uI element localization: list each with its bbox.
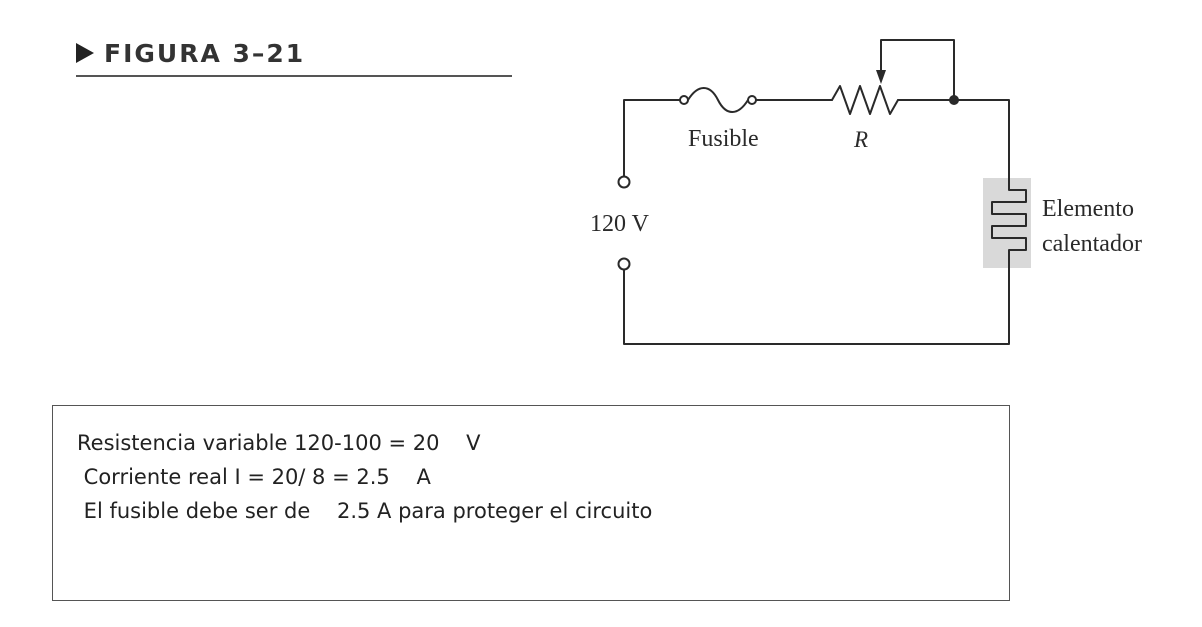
source-voltage-label: 120 V <box>590 211 649 237</box>
wire-resistor-to-junction <box>898 100 1009 182</box>
fuse-label: Fusible <box>688 126 759 152</box>
answer-line-fuse: El fusible debe ser de 2.5 A para proteger el circuito <box>77 499 653 523</box>
wire-bottom <box>624 252 1009 344</box>
figure-title: FIGURA 3–21 <box>104 38 306 68</box>
wiper-arrow-icon <box>876 70 886 84</box>
wire-left-top <box>624 100 681 176</box>
heater-label-line1: Elemento <box>1042 196 1134 222</box>
variable-resistor <box>832 86 898 114</box>
heater-label-line2: calentador <box>1042 231 1142 257</box>
source-terminal-bottom <box>619 259 630 270</box>
junction-dot <box>949 95 959 105</box>
resistor-label: R <box>854 127 869 152</box>
answer-box <box>52 405 1010 601</box>
fuse-symbol <box>680 88 756 112</box>
wiper-wire <box>881 40 954 100</box>
heating-element <box>983 178 1031 268</box>
answer-line-resistance: Resistencia variable 120-100 = 20 V <box>77 431 481 455</box>
source-terminal-top <box>619 177 630 188</box>
answer-line-current: Corriente real I = 20/ 8 = 2.5 A <box>77 465 431 489</box>
